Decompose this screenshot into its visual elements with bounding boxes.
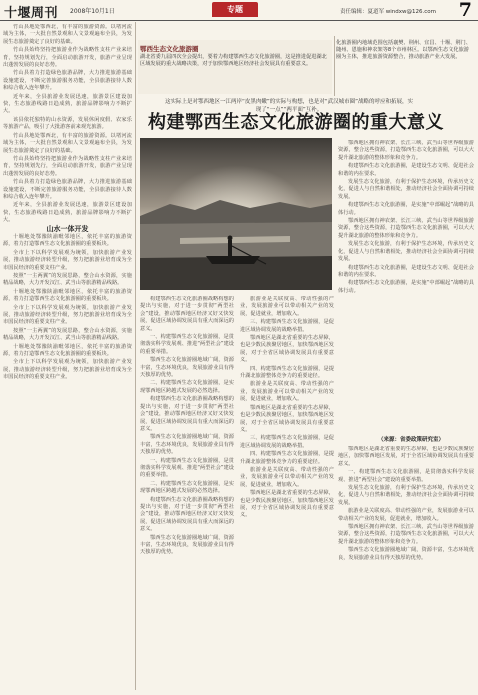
paragraph: 旅游业是关联度高、带动性强的产业，发展旅游业可以带动相关产业的发展，促进就业，增加收入。 (240, 381, 334, 403)
paragraph: 鄂西地区拥有神农架、长江三峡、武当山等世界级旅游资源，整合这些资源，打造鄂西生态文化旅游圈，可以大大提升湖北旅游的整体形象和竞争力。 (338, 140, 474, 161)
paragraph: 十堰地处鄂豫陕渝毗邻地区，依托丰富的旅游资源，着力打造鄂西生态文化旅游圈的重要板块。 (3, 233, 132, 248)
newspaper-logo: 十堰周刊 (4, 6, 59, 21)
paragraph: 按照“一主两翼”的发展思路，整合山水资源，实施精品战略，大力开发汉江、武当山等旅游精品线路。 (3, 327, 132, 342)
middle-article-column-2 (240, 296, 334, 692)
paragraph: 二、构建鄂西生态文化旅游圈，是实现鄂西地区跨越式发展的必然选择。 (140, 380, 234, 394)
paragraph: 鄂西生态文化旅游圈地域广阔，资源丰富，生态环境优良，发展旅游业具有得天独厚的优势。 (140, 357, 234, 379)
masthead (0, 0, 478, 21)
page-number: 7 (458, 0, 472, 21)
paragraph: 全市上下以科学发展观为统领，加快旅游产业发展，推动旅游经济转型升级，努力把旅游业培育成为全市国民经济的重要支柱产业。 (3, 249, 132, 271)
source-byline: （来源：省委政策研究室） (378, 437, 445, 443)
paragraph: 发展生态文化旅游，有利于保护生态环境，传承历史文化，促进人与自然和谐相处，推动经济社会全面协调可持续发展。 (338, 485, 474, 506)
paragraph: 一、构建鄂西生态文化旅游圈，是贯彻落实科学发展观、推进“两型社会”建设的重要举措。 (140, 457, 234, 479)
paragraph: 一、构建鄂西生态文化旅游圈，是贯彻落实科学发展观、推进“两型社会”建设的重要举措。 (338, 469, 474, 483)
paragraph: 十堰地处鄂豫陕渝毗邻地区，依托丰富的旅游资源，着力打造鄂西生态文化旅游圈的重要板块。 (3, 343, 132, 358)
paragraph: 构建鄂西生态文化旅游圈战略构想的提出与实施，对于进一步贯彻“两型社会”建设，推动鄂西地区经济又好又快发展，促进区域协调发展具有重大而深远的意义。 (140, 496, 234, 533)
middle-article-column-1 (140, 296, 234, 692)
photo-illustration (140, 138, 332, 290)
paragraph: 鄂西生态文化旅游圈地域广阔，资源丰富，生态环境优良，发展旅游业具有得天独厚的优势。 (338, 547, 474, 561)
intro-box-text: 湖北省委九届四次全会提出，要着力构建鄂西生态文化旅游圈，这是推进促进湖北区域发展的重大战略决策，对于加快鄂西地区经济社会发展具有重要意义。 (140, 54, 327, 67)
paragraph: 鄂西地区是湖北省重要的生态屏障，也是少数民族聚居地区，加快鄂西地区发展，对于全省区域协调发展具有重要意义。 (240, 490, 334, 519)
paragraph: 一、构建鄂西生态文化旅游圈，是贯彻落实科学发展观、推进“两型社会”建设的重要举措。 (140, 334, 234, 355)
paragraph: 竹山县始终坚持把旅游业作为战略性支柱产业来培育，坚持规划先行，全面启动旅游开发，旅游产业呈现出蓬勃发展的良好态势。 (3, 155, 132, 177)
paragraph: 近年来，全县旅游业发展迅速，旅游景区建设加快，生态旅游线路日趋成熟，旅游品牌影响力不断扩大。 (3, 93, 132, 115)
paragraph: 发展生态文化旅游，有利于保护生态环境，传承历史文化，促进人与自然和谐相处，推动经济社会全面协调可持续发展。 (338, 241, 474, 263)
paragraph: 按照“一主两翼”的发展思路，整合山水资源，实施精品战略，大力开发汉江、武当山等旅游精品线路。 (3, 273, 132, 287)
paragraph: 构建鄂西生态文化旅游圈战略构想的提出与实施，对于进一步贯彻“两型社会”建设，推动鄂西地区经济又好又快发展，促进区域协调发展具有重大而深远的意义。 (140, 396, 234, 432)
paragraph: 构建鄂西生态文化旅游圈，是实施“中部崛起”战略的具体行动。 (338, 280, 474, 294)
paragraph: 旅游业是关联度高、带动性强的产业，发展旅游业可以带动相关产业的发展，促进就业，增加收入。 (240, 466, 334, 488)
paragraph: 发展生态文化旅游，有利于保护生态环境，传承历史文化，促进人与自然和谐相处，推动经济社会全面协调可持续发展。 (338, 179, 474, 200)
paragraph: 四、构建鄂西生态文化旅游圈，是提升湖北旅游整体竞争力的重要途径。 (240, 451, 334, 465)
paragraph: 旅游业是关联度高、带动性强的产业，发展旅游业可以带动相关产业的发展，促进就业，增加收入。 (240, 296, 334, 317)
paragraph: 十堰地处鄂豫陕渝毗邻地区，依托丰富的旅游资源，着力打造鄂西生态文化旅游圈的重要板块。 (3, 288, 132, 303)
paragraph: 全市上下以科学发展观为统领，加快旅游产业发展，推动旅游经济转型升级，努力把旅游业培育成为全市国民经济的重要支柱产业。 (3, 359, 132, 381)
paragraph: 竹山县地处鄂西北，有丰富的旅游资源。以堵河流域为主体，一大批自然景观和人文景观遍布全县，为发展生态旅游奠定了良好的基础。 (3, 24, 132, 45)
paragraph: 旅游业是关联度高、带动性强的产业，发展旅游业可以带动相关产业的发展，促进就业，增加收入。 (338, 508, 474, 522)
intro-box-title: 鄂西生态文化旅游圈 (140, 45, 199, 53)
column-divider (135, 22, 136, 690)
right-article-column (338, 140, 474, 432)
paragraph: 构建鄂西生态文化旅游圈，是建设生态文明、促进社会和谐的内在要求。 (338, 163, 474, 177)
article-headline: 构建鄂西生态文化旅游圈的重大意义 (148, 112, 444, 133)
column-divider (334, 36, 335, 96)
headline-kicker: 这实际上是对鄂西地区一江两岸“皮黑肉嫩”的实际与构想，也是对“武汉城市圈”战略的呼应和拓展，实现了“一点”“两平面”互补。 (165, 99, 413, 113)
paragraph: 鄂西地区是湖北省重要的生态屏障，也是少数民族聚居地区，加快鄂西地区发展，对于全省区域协调发展具有重要意义。 (240, 335, 334, 364)
editor-credit: 责任编辑：夏道军 windxw@126.com (340, 9, 436, 15)
section-subheading: 山水一体开发 (46, 224, 89, 233)
section-rubric: 专题 (212, 2, 258, 17)
paragraph: 竹山县地处鄂西北，有丰富的旅游资源。以堵河流域为主体，一大批自然景观和人文景观遍布全县，为发展生态旅游奠定了良好的基础。 (3, 132, 132, 154)
paragraph: 竹山县始终坚持把旅游业作为战略性支柱产业来培育，坚持规划先行，全面启动旅游开发，旅游产业呈现出蓬勃发展的良好态势。 (3, 47, 132, 69)
paragraph: 近年来，全县旅游业发展迅速，旅游景区建设加快，生态旅游线路日趋成熟，旅游品牌影响力不断扩大。 (3, 202, 132, 224)
paragraph: 竹山县着力打造绿色旅游品牌，大力推进旅游基础设施建设，不断完善旅游服务功能，全县旅游接待人数和综合收入连年攀升。 (3, 179, 132, 200)
paragraph: 鄂西地区拥有神农架、长江三峡、武当山等世界级旅游资源，整合这些资源，打造鄂西生态文化旅游圈，可以大大提升湖北旅游的整体形象和竞争力。 (338, 524, 474, 545)
issue-date: 2008年10月1日 (70, 8, 115, 15)
paragraph: 鄂西地区是湖北省重要的生态屏障，也是少数民族聚居地区，加快鄂西地区发展，对于全省区域协调发展具有重要意义。 (338, 446, 474, 467)
intro-continued-text: 化旅游圈内地域范围包括襄樊、荆州、宜昌、十堰、荆门、随州、恩施和神农架等8个市州林区。以鄂西生态文化旅游圈为主体，推进旅游资源整合，推动旅游产业大发展。 (336, 40, 471, 60)
boat-at-sunset-photo (140, 138, 332, 290)
paragraph: 二、构建鄂西生态文化旅游圈，是实现鄂西地区跨越式发展的必然选择。 (140, 480, 234, 495)
paragraph: 三、构建鄂西生态文化旅游圈，是促进区域协调发展的战略举措。 (240, 319, 334, 333)
paragraph: 竹山县着力打造绿色旅游品牌，大力推进旅游基础设施建设，不断完善旅游服务功能，全县旅游接待人数和综合收入连年攀升。 (3, 70, 132, 92)
paragraph: 三、构建鄂西生态文化旅游圈，是促进区域协调发展的战略举措。 (240, 435, 334, 449)
paragraph: 四、构建鄂西生态文化旅游圈，是提升湖北旅游整体竞争力的重要途径。 (240, 365, 334, 380)
right-article-column-lower (338, 446, 474, 692)
paragraph: 鄂西生态文化旅游圈地域广阔，资源丰富，生态环境优良，发展旅游业具有得天独厚的优势。 (140, 534, 234, 556)
paragraph: 鄂西地区拥有神农架、长江三峡、武当山等世界级旅游资源，整合这些资源，打造鄂西生态文化旅游圈，可以大大提升湖北旅游的整体形象和竞争力。 (338, 218, 474, 239)
paragraph: 鄂西地区是湖北省重要的生态屏障，也是少数民族聚居地区，加快鄂西地区发展，对于全省区域协调发展具有重要意义。 (240, 404, 334, 433)
left-article-column (3, 24, 132, 692)
paragraph: 构建鄂西生态文化旅游圈战略构想的提出与实施，对于进一步贯彻“两型社会”建设，推动鄂西地区经济又好又快发展，促进区域协调发展具有重大而深远的意义。 (140, 296, 234, 332)
paragraph: 该县依托独特的山水资源，发展休闲度假、农家乐等旅游产品，吸引了大批游客前来观光旅游。 (3, 116, 132, 131)
paragraph: 构建鄂西生态文化旅游圈，是实施“中部崛起”战略的具体行动。 (338, 202, 474, 216)
paragraph: 构建鄂西生态文化旅游圈，是建设生态文明、促进社会和谐的内在要求。 (338, 264, 474, 278)
paragraph: 全市上下以科学发展观为统领，加快旅游产业发展，推动旅游经济转型升级，努力把旅游业培育成为全市国民经济的重要支柱产业。 (3, 304, 132, 326)
paragraph: 鄂西生态文化旅游圈地域广阔，资源丰富，生态环境优良，发展旅游业具有得天独厚的优势。 (140, 434, 234, 456)
